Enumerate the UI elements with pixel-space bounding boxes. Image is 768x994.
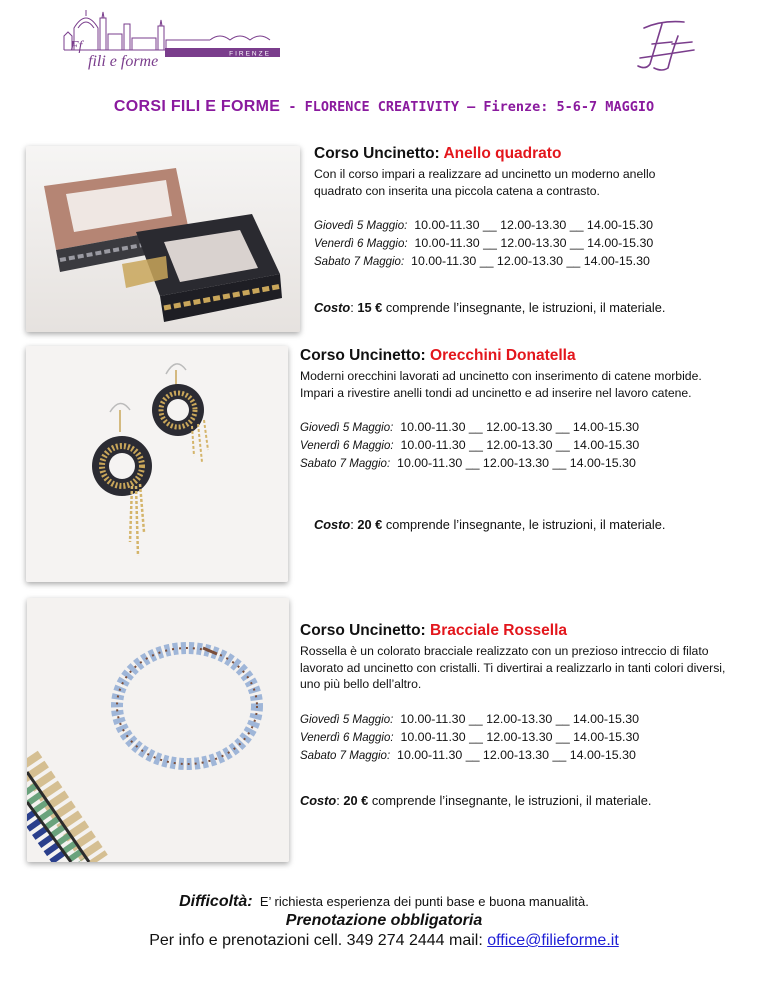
schedule-day: Giovedì 5 Maggio: (300, 422, 394, 434)
course-description: Con il corso impari a realizzare ad uncinetto un moderno anello quadrato con inserita una piccola catena a contrasto. (314, 167, 656, 198)
brand-logo (60, 6, 285, 76)
schedule-times: 10.00-11.30 __ 12.00-13.30 __ 14.00-15.30 (411, 254, 650, 268)
course-cost: Costo: 15 € comprende l’insegnante, le istruzioni, il materiale. (314, 300, 666, 315)
schedule-day: Venerdì 6 Maggio: (314, 238, 408, 250)
cost-label: Costo (314, 300, 351, 315)
course-name: Orecchini Donatella (430, 347, 576, 364)
schedule-times: 10.00-11.30 __ 12.00-13.30 __ 14.00-15.30 (400, 438, 640, 452)
cost-value: 15 € (357, 300, 383, 315)
course-name: Bracciale Rossella (430, 622, 568, 639)
contact-text: Per info e prenotazioni cell. 349 274 2444 mail: (149, 932, 488, 949)
course-cost: Costo: 20 € comprende l’insegnante, le istruzioni, il materiale. (314, 517, 666, 532)
course-cost: Costo: 20 € comprende l’insegnante, le istruzioni, il materiale. (300, 793, 652, 808)
bracelet-image (27, 598, 289, 862)
logo-city: FIRENZE (229, 50, 271, 58)
schedule-times: 10.00-11.30 __ 12.00-13.30 __ 14.00-15.30 (414, 236, 654, 250)
course-orecchini-donatella (300, 346, 740, 473)
course-prefix: Corso Uncinetto: (300, 622, 431, 639)
difficulty-line (0, 893, 768, 911)
schedule-day: Sabato 7 Maggio: (300, 458, 391, 470)
florence-skyline-icon (60, 6, 285, 76)
schedule-row (314, 235, 734, 253)
monogram-logo (632, 14, 706, 74)
headline-main: CORSI FILI E FORME (113, 98, 281, 115)
schedule-times: 10.00-11.30 __ 12.00-13.30 __ 14.00-15.30 (400, 729, 640, 744)
course-name: Anello quadrato (443, 145, 562, 162)
course-title (314, 144, 734, 164)
cost-label: Costo (300, 793, 337, 808)
course-anello-quadrato (314, 144, 734, 271)
course-title (300, 346, 740, 366)
course-title (300, 621, 740, 641)
schedule-day: Venerdì 6 Maggio: (300, 440, 394, 452)
cost-text: comprende l’insegnante, le istruzioni, il materiale. (368, 793, 652, 808)
cost-value: 20 € (357, 517, 383, 532)
photo-orecchini-donatella (26, 346, 288, 582)
schedule-row (300, 419, 740, 437)
cost-value: 20 € (343, 793, 369, 808)
schedule-times: 10.00-11.30 __ 12.00-13.30 __ 14.00-15.30 (400, 711, 640, 726)
booking-note: Prenotazione obbligatoria (285, 912, 483, 929)
difficulty-label: Difficoltà: (179, 893, 253, 910)
schedule-day: Giovedì 5 Maggio: (314, 220, 408, 232)
square-ring-image (26, 146, 300, 332)
schedule-row (300, 729, 740, 747)
schedule-times: 10.00-11.30 __ 12.00-13.30 __ 14.00-15.30 (400, 420, 640, 434)
schedule-row (300, 747, 740, 765)
course-prefix: Corso Uncinetto: (300, 347, 431, 364)
monogram-ff-icon (632, 14, 706, 74)
email-link[interactable]: office@filieforme.it (487, 932, 619, 949)
course-description: Moderni orecchini lavorati ad uncinetto con inserimento di catene morbide. Impari a rivestire anelli tondi ad uncinetto e ad inserire nel lavoro catene. (300, 369, 702, 400)
schedule-row (314, 217, 734, 235)
schedule-day: Giovedì 5 Maggio: (300, 713, 394, 726)
course-description: Rossella è un colorato bracciale realizzato con un prezioso intreccio di filato lavorato ad uncinetto con cristalli. Ti divertirai a realizzarlo in tanti colori diversi, uno più bello dell’altro. (300, 644, 726, 691)
logo-monogram-small: Ff (70, 39, 83, 54)
schedule-day: Sabato 7 Maggio: (314, 256, 405, 268)
difficulty-text: E’ richiesta esperienza dei punti base e buona manualità. (259, 894, 589, 909)
course-schedule (314, 217, 734, 271)
headline-sub: - FLORENCE CREATIVITY – Firenze: 5-6-7 MAGGIO (280, 99, 655, 115)
schedule-times: 10.00-11.30 __ 12.00-13.30 __ 14.00-15.30 (397, 456, 636, 470)
schedule-row (300, 437, 740, 455)
course-schedule (300, 711, 740, 765)
schedule-row (300, 455, 740, 473)
schedule-times: 10.00-11.30 __ 12.00-13.30 __ 14.00-15.30 (397, 747, 636, 762)
schedule-times: 10.00-11.30 __ 12.00-13.30 __ 14.00-15.30 (414, 218, 654, 232)
schedule-row (300, 711, 740, 729)
earrings-image (26, 346, 288, 582)
schedule-day: Venerdì 6 Maggio: (300, 731, 394, 744)
course-prefix: Corso Uncinetto: (314, 145, 444, 162)
cost-text: comprende l’insegnante, le istruzioni, il materiale. (382, 517, 666, 532)
cost-text: comprende l’insegnante, le istruzioni, il materiale. (382, 300, 666, 315)
schedule-day: Sabato 7 Maggio: (300, 749, 391, 762)
logo-name: fili e forme (88, 53, 159, 70)
contact-line (0, 932, 768, 950)
page-headline (0, 98, 768, 116)
photo-bracciale-rossella (27, 598, 289, 862)
course-bracciale-rossella (300, 621, 740, 765)
schedule-row (314, 253, 734, 271)
photo-anello-quadrato (26, 146, 300, 332)
course-schedule (300, 419, 740, 473)
cost-label: Costo (314, 517, 351, 532)
